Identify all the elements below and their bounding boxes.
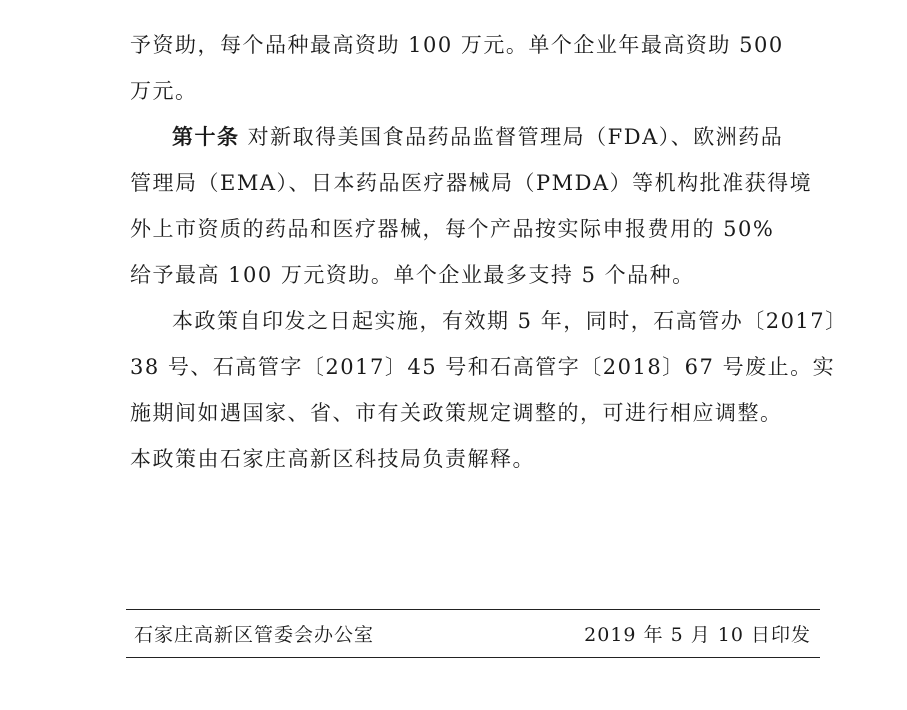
paragraph-line: 本政策由石家庄高新区科技局负责解释。 [130, 447, 535, 471]
issuer-office: 石家庄高新区管委会办公室 [134, 624, 375, 646]
footer-bottom-rule [126, 657, 820, 658]
paragraph-line: 38 号、石高管字〔2017〕45 号和石高管字〔2018〕67 号废止。实 [130, 355, 836, 379]
paragraph-line: 万元。 [130, 79, 198, 103]
paragraph-text: 对新取得美国食品药品监督管理局（FDA）、欧洲药品 [239, 125, 784, 149]
article-heading: 第十条 [172, 125, 240, 149]
paragraph-line: 本政策自印发之日起实施，有效期 5 年，同时，石高管办〔2017〕 [172, 309, 848, 333]
paragraph-line: 管理局（EMA）、日本药品医疗器械局（PMDA）等机构批准获得境 [130, 171, 813, 195]
paragraph-line: 给予最高 100 万元资助。单个企业最多支持 5 个品种。 [130, 263, 695, 287]
paragraph-line: 予资助，每个品种最高资助 100 万元。单个企业年最高资助 500 [130, 33, 784, 57]
paragraph-line: 施期间如遇国家、省、市有关政策规定调整的，可进行相应调整。 [130, 401, 783, 425]
issue-date: 2019 年 5 月 10 日印发 [584, 624, 811, 646]
paragraph-line: 外上市资质的药品和医疗器械，每个产品按实际申报费用的 50% [130, 217, 775, 241]
footer-top-rule [126, 609, 820, 610]
article-ten-first-line [172, 122, 783, 152]
